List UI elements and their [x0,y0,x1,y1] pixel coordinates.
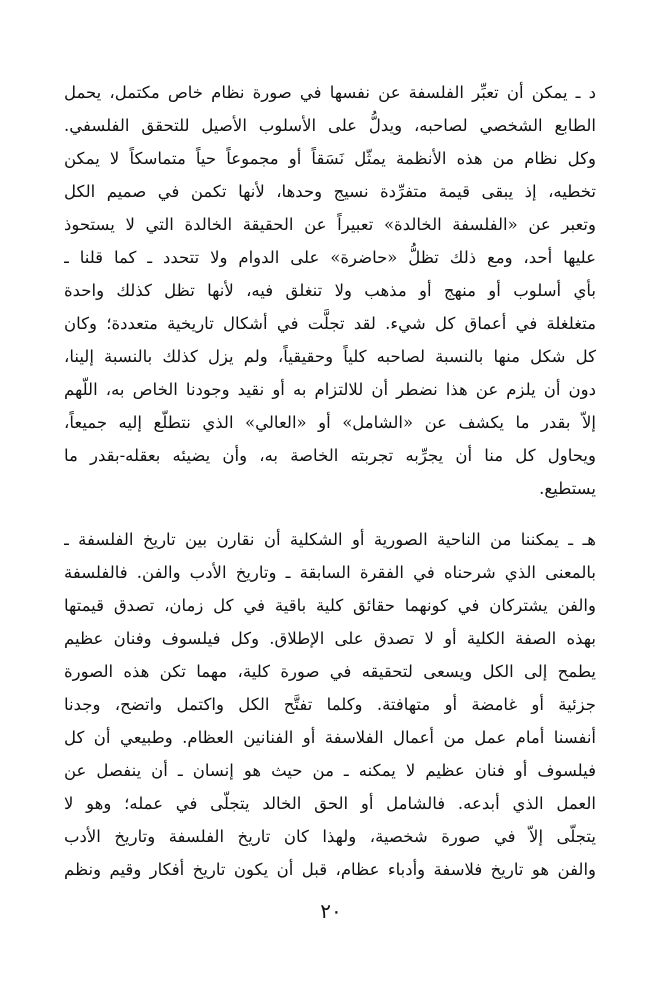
text-column [64,76,596,886]
text-line: د ـ يمكن أن تعبِّر الفلسفة عن نفسها في صورة نظام خاص مكتمل، يحمل [64,83,596,102]
text-line: بهذه الصفة الكلية أو لا تصدق على الإطلاق. وكل فيلسوف وفنان عظيم [64,629,596,648]
text-line: أنفسنا أمام عمل من أعمال الفلاسفة أو الفنانين العظام. وطبيعي أن كل [64,728,596,747]
paragraph-h [64,523,596,886]
text-line: الطابع الشخصي لصاحبه، ويدلُّ على الأسلوب الأصيل للتحقق الفلسفي. [64,116,596,135]
text-line: وكل نظام من هذه الأنظمة يمثّل نَسَقاً أو مجموعاً حياً متماسكاً لا يمكن [64,149,596,168]
text-line: دون أن يلزم عن هذا نضطر أن للالتزام به أو نقيد وجودنا الخاص به، اللّهم [64,380,596,399]
text-line: العمل الذي أبدعه. فالشامل أو الحق الخالد يتجلّى في عمله؛ وهو لا [64,794,596,813]
text-line: يتجلّى إلاّ في صورة شخصية، ولهذا كان تاريخ الفلسفة وتاريخ الأدب [64,827,596,846]
text-line: فيلسوف أو فنان عظيم لا يمكنه ـ من حيث هو إنسان ـ أن ينفصل عن [64,761,596,780]
text-line: يستطيع. [539,479,596,498]
paragraph-gap [64,505,596,523]
text-line: بالمعنى الذي شرحناه في الفقرة السابقة ـ وتاريخ الأدب والفن. فالفلسفة [64,563,596,582]
text-line: متغلغلة في أعماق كل شيء. لقد تجلَّت في أشكال تاريخية متعددة؛ وكان [64,314,596,333]
text-line: جزئية أو غامضة أو متهافتة. وكلما تفتَّح الكل واكتمل واتضح، وجدنا [64,695,596,714]
page-number: ٢٠ [320,899,342,923]
text-line: وتعبر عن «الفلسفة الخالدة» تعبيراً عن الحقيقة الخالدة التي لا يستحوذ [64,215,596,234]
text-line: تخطيه، إذ يبقى قيمة متفرِّدة نسيج وحدها، لأنها تكمن في صميم الكل [64,182,596,201]
text-line: والفن هو تاريخ فلاسفة وأدباء عظام، قبل أن يكون تاريخ أفكار وقيم ونظم [64,860,596,879]
text-line: يطمح إلى الكل ويسعى لتحقيقه في صورة كلية، مهما تكن هذه الصورة [64,662,596,681]
text-line: هـ ـ يمكننا من الناحية الصورية أو الشكلية أن نقارن بين تاريخ الفلسفة ـ [64,530,596,549]
text-line: إلاّ بقدر ما يكشف عن «الشامل» أو «العالي» الذي نتطلّع إليه جميعاً، [64,413,596,432]
text-line: والفن يشتركان في كونهما حقائق كلية باقية في كل زمان، تصدق قيمتها [64,596,596,615]
text-line: عليها أحد، ومع ذلك تظلُّ «حاضرة» على الدوام ولا تتحدد ـ كما قلنا ـ [64,248,596,267]
text-line: ويحاول كل منا أن يجرِّبه تجربته الخاصة به، وأن يضيئه بعقله-بقدر ما [64,446,596,465]
text-line: بأي أسلوب أو منهج أو مذهب ولا تنغلق فيه، لأنها تظل كذلك واحدة [64,281,596,300]
paragraph-d [64,76,596,505]
text-line: كل شكل منها بالنسبة لصاحبه كلياً وحقيقياً، ولم يزل كذلك بالنسبة إلينا، [64,347,596,366]
